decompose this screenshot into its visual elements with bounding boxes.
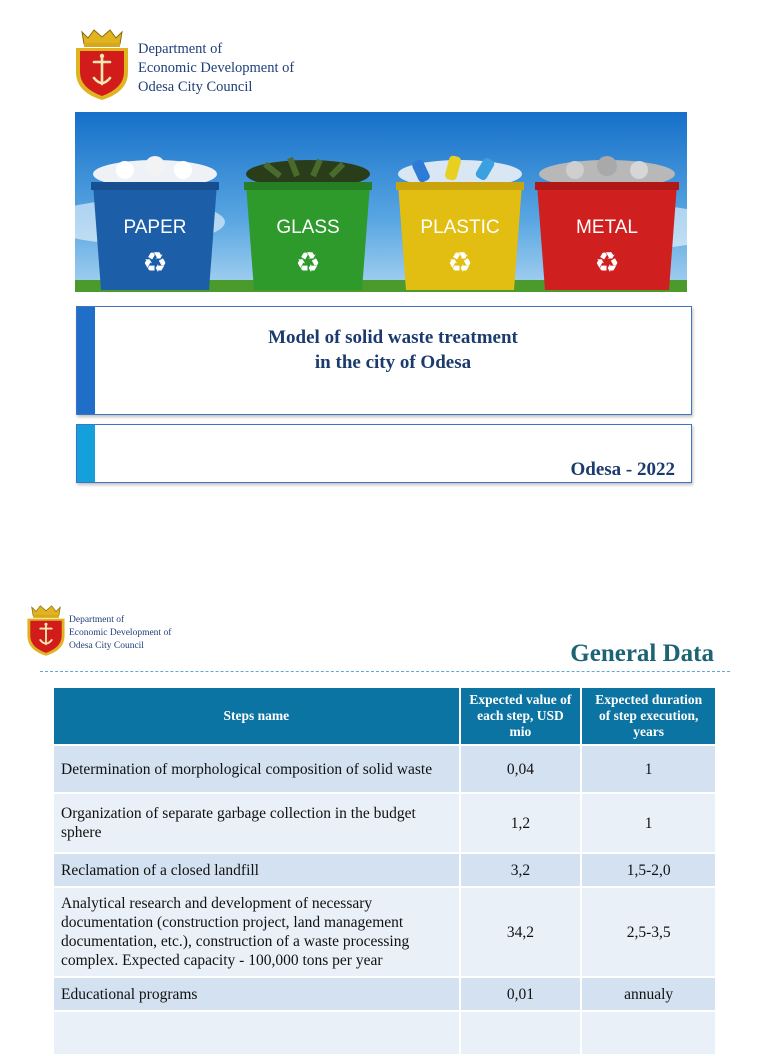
glass-bin [244, 158, 372, 290]
accent-bar [77, 425, 95, 482]
date-box [76, 424, 692, 483]
table-row [53, 1011, 716, 1055]
department-line: Odesa City Council [138, 79, 253, 95]
department-line: Department of [69, 615, 125, 625]
column-header: Steps name [53, 687, 460, 745]
duration-cell: 2,5-3,5 [581, 887, 716, 977]
department-header [26, 602, 171, 658]
duration-cell: 1 [581, 745, 716, 793]
plastic-bin [396, 155, 524, 290]
table-row [53, 853, 716, 887]
department-header [74, 26, 294, 102]
bin-label: GLASS [276, 217, 340, 238]
recycle-icon: ♻ [295, 246, 321, 279]
duration-cell: annualy [581, 977, 716, 1011]
duration-cell: 1,5-2,0 [581, 853, 716, 887]
table-row [53, 977, 716, 1011]
value-cell: 0,04 [460, 745, 582, 793]
accent-bar [77, 307, 95, 414]
department-line: Odesa City Council [69, 641, 144, 651]
slide-title [95, 325, 691, 375]
recycle-icon: ♻ [594, 246, 620, 279]
department-line: Economic Development of [138, 60, 295, 76]
step-name-cell: Educational programs [53, 977, 460, 1011]
title-box [76, 306, 692, 415]
recycle-icon: ♻ [142, 246, 168, 279]
column-header: Expected duration of step execution, years [581, 687, 716, 745]
step-name-cell: Reclamation of a closed landfill [53, 853, 460, 887]
odesa-coat-of-arms-icon [74, 26, 130, 102]
odesa-coat-of-arms-icon [26, 602, 66, 658]
value-cell [460, 1011, 582, 1055]
table-row [53, 745, 716, 793]
bin-label: METAL [576, 217, 638, 238]
bin-label: PAPER [123, 217, 187, 238]
general-data-slide [0, 590, 768, 1024]
title-slide [0, 0, 768, 510]
duration-cell: 1 [581, 793, 716, 853]
recycling-bins-banner [75, 112, 687, 292]
metal-bin [535, 156, 679, 290]
step-name-cell: Organization of separate garbage collection in the budget sphere [53, 793, 460, 853]
step-name-cell [53, 1011, 460, 1055]
table-header-row [53, 687, 716, 745]
table-row [53, 887, 716, 977]
value-cell: 1,2 [460, 793, 582, 853]
section-title: General Data [570, 640, 714, 667]
table-row [53, 793, 716, 853]
slide-title-line: Model of solid waste treatment [268, 327, 518, 348]
value-cell: 34,2 [460, 887, 582, 977]
bin-label: PLASTIC [420, 217, 500, 238]
step-name-cell: Analytical research and development of necessary documentation (construction project, land management documentation, etc.), construction of a waste processing complex. Expected capacity - 100,000 tons per year [53, 887, 460, 977]
step-name-cell: Determination of morphological composition of solid waste [53, 745, 460, 793]
paper-bin [91, 156, 219, 290]
value-cell: 3,2 [460, 853, 582, 887]
department-line: Economic Development of [69, 628, 172, 638]
steps-table [52, 686, 717, 1056]
title-divider [40, 671, 730, 672]
duration-cell [581, 1011, 716, 1055]
slide-date: Odesa - 2022 [570, 459, 675, 480]
column-header: Expected value of each step, USD mio [460, 687, 582, 745]
value-cell: 0,01 [460, 977, 582, 1011]
recycle-icon: ♻ [447, 246, 473, 279]
department-line: Department of [138, 41, 223, 57]
slide-title-line: in the city of Odesa [314, 352, 472, 373]
